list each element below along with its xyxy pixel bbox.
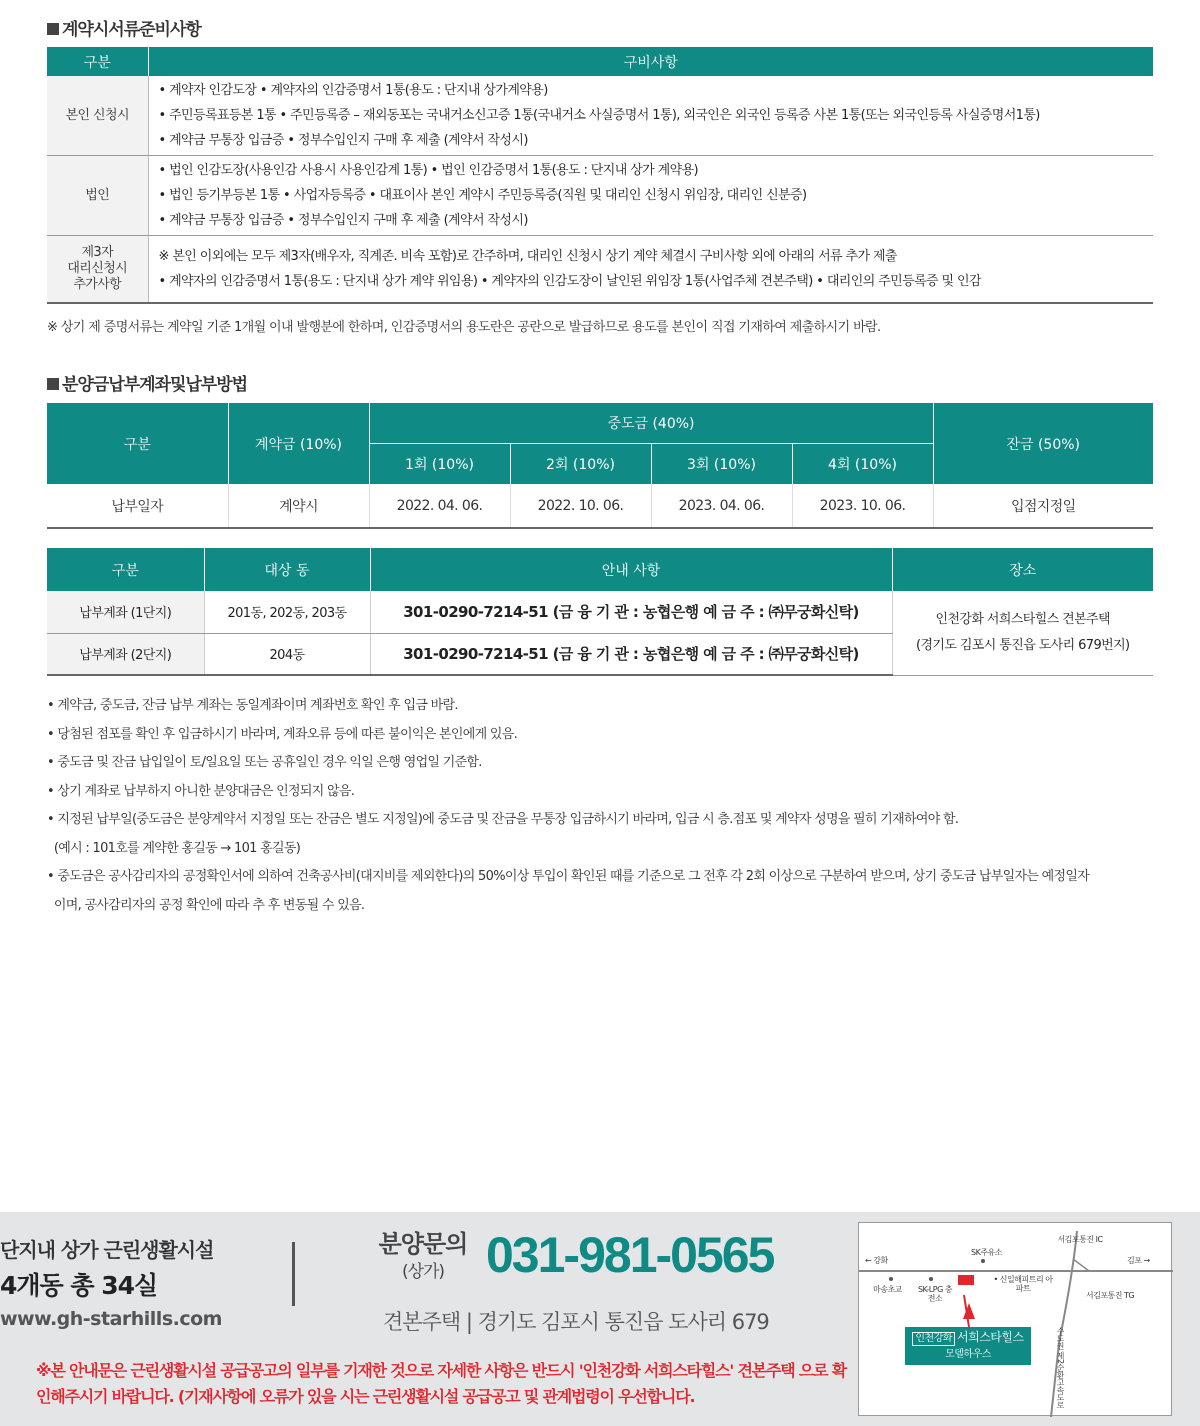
lpg-dot-icon	[929, 1277, 933, 1281]
row-label: 본인 신청시	[47, 76, 148, 156]
phone-number[interactable]: 031-981-0565	[486, 1227, 774, 1283]
sk-dot-icon	[981, 1259, 985, 1263]
row-label: 납부일자	[47, 484, 228, 528]
footer-divider	[292, 1242, 295, 1306]
list-item: • 주민등록표등본 1통 • 주민등록증 – 재외동포는 국내거소신고증 1통(국내거소 사실증명서 1통), 외국인은 외국인 등록증 사본 1통(또는 외국인등록 사실증명서1통)	[158, 108, 1040, 123]
installment-date: 2022. 04. 06.	[369, 484, 510, 528]
list-item: • 법인 등기부등본 1통 • 사업자등록증 • 대표이사 본인 계약시 주민등록증(직원 및 대리인 신청시 위임장, 대리인 신분증)	[158, 188, 807, 203]
list-item: • 중도금은 공사감리자의 공정확인서에 의하여 건축공사비(대지비를 제외한다)의 50%이상 투입이 확인된 때를 기준으로 그 전후 각 2회 이상으로 구분하여 받으며, 상기 중도금 납부일자는 예정일자	[47, 869, 1090, 884]
table-row	[47, 236, 1153, 303]
account-info: 301-0290-7214-51 (금 융 기 관 : 농협은행 예 금 주 : ㈜무궁화신탁)	[370, 633, 892, 675]
footer-warning: ※본 안내문은 근린생활시설 공급공고의 일부를 기재한 것으로 자세한 사항은 반드시 '인천강화 서희스타힐스' 견본주택 으로 확인해주시기 바랍니다. (기재사항에 오류가 있을 시는 근린생활시설 공급공고 및 관계법령이 우선합니다.	[36, 1361, 846, 1406]
list-item: • 계약자의 인감증명서 1통(용도 : 단지내 상가 계약 위임용) • 계약자의 인감도장이 날인된 위임장 1통(사업주체 견본주택) • 대리인의 주민등록증 및 인감	[158, 273, 981, 289]
list-item: • 지정된 납부일(중도금은 분양계약서 지정일 또는 잔금은 별도 지정일)에 중도금 및 잔금을 무통장 입금하시기 바라며, 입금 시 층.점포 및 계약자 성명을 필히 기재하여야 함.	[47, 812, 959, 827]
header-balance: 잔금 (50%)	[933, 403, 1153, 484]
site-marker-icon	[958, 1275, 974, 1285]
footer-facility: 단지내 상가 근린생활시설	[0, 1238, 214, 1262]
header-installment-1: 1회 (10%)	[369, 443, 510, 484]
target-dong: 204동	[204, 633, 370, 675]
row-content	[148, 156, 1153, 236]
header-gubun: 구분	[47, 47, 148, 76]
ic-ramp	[1073, 1259, 1089, 1271]
row-content	[148, 76, 1153, 156]
map-label-tg: 서김포통진 TG	[1085, 1291, 1135, 1300]
list-item: • 당첨된 점포를 확인 후 입금하시기 바라며, 계좌오류 등에 따른 불이익은 본인에게 있음.	[47, 726, 518, 742]
installment-date: 2023. 10. 06.	[792, 484, 933, 528]
header-installment-2: 2회 (10%)	[510, 443, 651, 484]
list-item: • 계약금, 중도금, 잔금 납부 계좌는 동일계좌이며 계좌번호 확인 후 입금 바람.	[47, 698, 458, 713]
list-item: 이며, 공사감리자의 공정 확인에 따라 추 후 변동될 수 있음.	[47, 897, 365, 913]
account-table	[47, 548, 1153, 676]
header-deposit: 계약금 (10%)	[228, 403, 369, 484]
list-item: • 계약금 무통장 입금증 • 정부수입인지 구매 후 제출 (계약서 작성시)	[158, 133, 528, 148]
footer-unit-count: 4개동 총 34실	[0, 1271, 158, 1300]
header-requirements: 구비사항	[148, 47, 1153, 76]
row-content	[148, 236, 1153, 303]
section-title-documents: 계약시서류준비사항	[47, 15, 201, 40]
list-item: • 상기 계좌로 납부하지 아니한 분양대금은 인정되지 않음.	[47, 783, 355, 799]
square-bullet-icon	[47, 378, 59, 390]
location-info: 인천강화 서희스타힐스 견본주택 (경기도 김포시 통진읍 도사리 679번지)	[892, 591, 1153, 675]
location-map	[858, 1222, 1172, 1416]
header-location: 장소	[892, 548, 1153, 591]
table-row	[47, 591, 1153, 633]
balance-date: 입점지정일	[933, 484, 1153, 528]
table-row	[47, 484, 1153, 528]
table-row	[47, 156, 1153, 236]
footer-website[interactable]: www.gh-starhills.com	[0, 1308, 222, 1330]
documents-table	[47, 47, 1153, 304]
footer	[0, 1212, 1200, 1426]
table-row	[47, 76, 1153, 156]
map-label-sk: SK주유소	[971, 1248, 1003, 1257]
map-roads	[859, 1223, 1173, 1417]
school-dot-icon	[889, 1277, 893, 1281]
header-dong: 대상 동	[204, 548, 370, 591]
header-installment-4: 4회 (10%)	[792, 443, 933, 484]
list-item: • 계약금 무통장 입금증 • 정부수입인지 구매 후 제출 (계약서 작성시)	[158, 213, 528, 228]
deposit-date: 계약시	[228, 484, 369, 528]
row-label: 제3자 대리신청시 추가사항	[47, 236, 148, 303]
map-label-apt: • 신일해피트리 아파트	[993, 1275, 1053, 1293]
list-item: ※ 본인 이외에는 모두 제3자(배우자, 직계존. 비속 포함)로 간주하며, 대리인 신청시 상기 계약 체결시 구비사항 외에 아래의 서류 추가 제출	[158, 248, 897, 264]
map-label-lpg: SK-LPG 충전소	[917, 1285, 953, 1303]
row-label: 납부계좌 (1단지)	[47, 591, 204, 633]
payment-schedule-table	[47, 403, 1153, 529]
map-label-highway: 수도권 제2순환고속도로	[1056, 1327, 1065, 1409]
installment-date: 2023. 04. 06.	[651, 484, 792, 528]
square-bullet-icon	[47, 23, 59, 35]
map-label-gimpo: 김포 →	[1127, 1256, 1150, 1265]
section-title-payment: 분양금납부계좌및납부방법	[47, 370, 247, 395]
account-info: 301-0290-7214-51 (금 융 기 관 : 농협은행 예 금 주 : ㈜무궁화신탁)	[370, 591, 892, 633]
header-gubun: 구분	[47, 548, 204, 591]
target-dong: 201동, 202동, 203동	[204, 591, 370, 633]
documents-note: ※ 상기 제 증명서류는 계약일 기준 1개월 이내 발행분에 한하며, 인감증명서의 용도란은 공란으로 발급하므로 용도를 본인이 직접 기재하여 제출하시기 바람.	[47, 320, 881, 335]
map-label-school: 마송초교	[873, 1285, 902, 1294]
map-label-ic: 서김포통진 IC	[1057, 1235, 1103, 1244]
inquiry-label: 분양문의 (상가)	[378, 1230, 468, 1282]
header-guide: 안내 사항	[370, 548, 892, 591]
model-house-badge: 인천강화 서희스타힐스 모델하우스	[905, 1327, 1031, 1365]
header-middle-payment: 중도금 (40%)	[369, 403, 933, 443]
header-gubun: 구분	[47, 403, 228, 484]
model-house-address: 견본주택 | 경기도 김포시 통진읍 도사리 679	[383, 1310, 769, 1334]
list-item: • 중도금 및 잔금 납입일이 토/일요일 또는 공휴일인 경우 익일 은행 영업일 기준함.	[47, 755, 482, 770]
installment-date: 2022. 10. 06.	[510, 484, 651, 528]
row-label: 법인	[47, 156, 148, 236]
list-item: (예시 : 101호를 계약한 홍길동 → 101 홍길동)	[47, 840, 301, 856]
row-label: 납부계좌 (2단지)	[47, 633, 204, 675]
list-item: • 법인 인감도장(사용인감 사용시 사용인감계 1통) • 법인 인감증명서 1통(용도 : 단지내 상가 계약용)	[158, 163, 699, 178]
payment-notes	[47, 692, 1159, 920]
header-installment-3: 3회 (10%)	[651, 443, 792, 484]
list-item: • 계약자 인감도장 • 계약자의 인감증명서 1통(용도 : 단지내 상가계약용)	[158, 83, 548, 98]
map-label-ganghwa: ← 강화	[865, 1256, 888, 1265]
